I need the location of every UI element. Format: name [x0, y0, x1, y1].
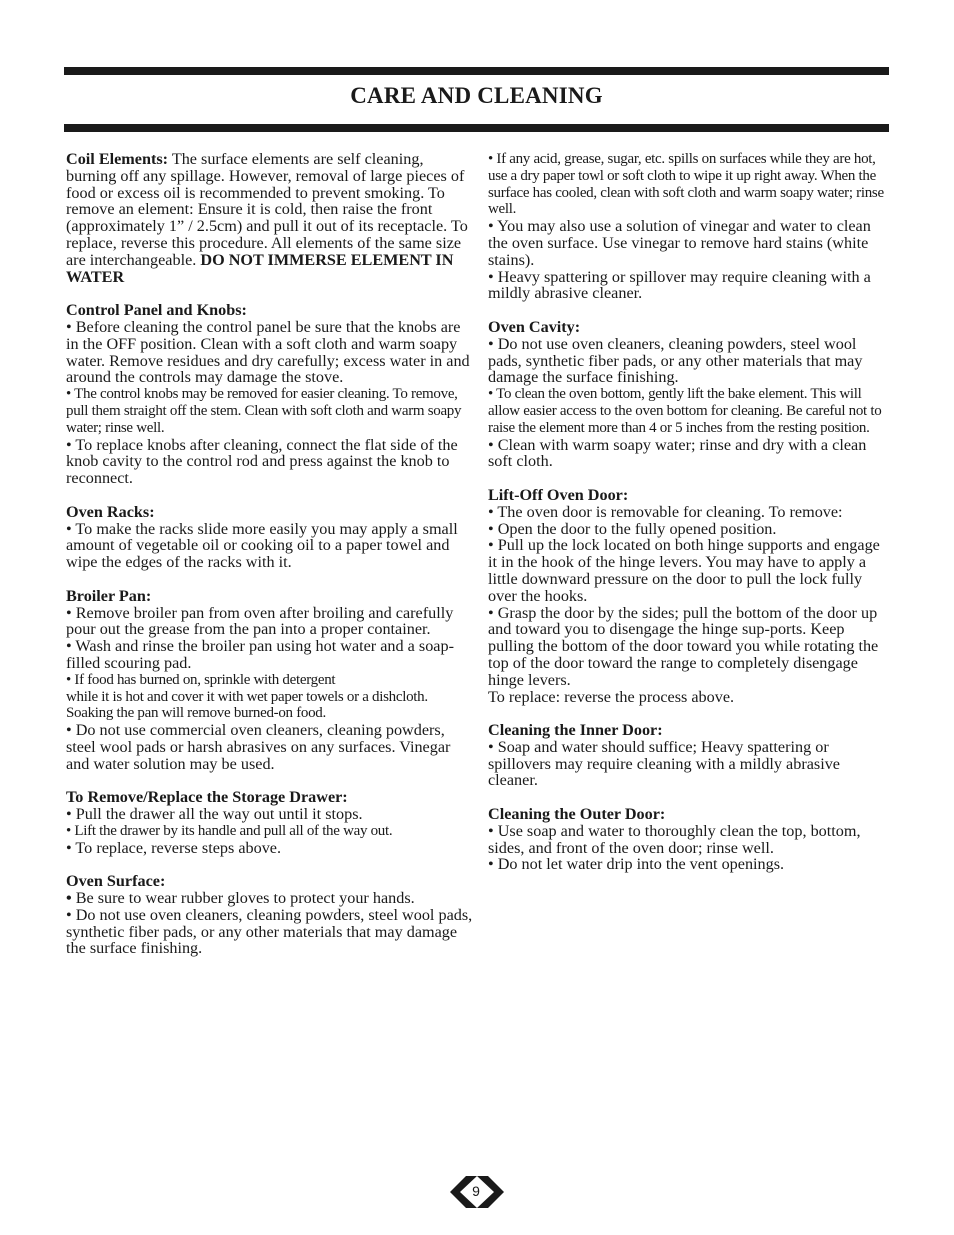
- coil-elements-heading: Coil Elements:: [66, 150, 169, 168]
- oven-surface-heading: Oven Surface:: [66, 872, 166, 891]
- oven-cavity-item-3: • Clean with warm soapy water; rinse and dry with a clean soft cloth.: [488, 435, 867, 471]
- control-panel-item-1: • Before cleaning the control panel be sure that the knobs are in the OFF position. Clean with a soft cloth and warm soapy water. Remove residues and dry carefully; excess water in and around the controls may damage the stove.: [66, 317, 470, 387]
- coil-elements-paragraph: [66, 151, 476, 285]
- page-number: 9: [472, 1183, 480, 1199]
- inner-door-item-1: • Soap and water should suffice; Heavy spattering or spillovers may require cleaning with a mildly abrasive cleaner.: [488, 737, 840, 790]
- oven-surface-item-1-text: Be sure to wear rubber gloves to protect your hands.: [71, 889, 415, 908]
- outer-door-item-1: • Use soap and water to thoroughly clean the top, bottom, sides, and front of the oven door; rinse well.: [488, 821, 861, 857]
- outer-door-item-2: • Do not let water drip into the vent openings.: [488, 855, 785, 874]
- spill-item-1: • If any acid, grease, sugar, etc. spills on surfaces while they are hot, use a dry paper towl or soft cloth to wipe it up right away. When the surface has cooled, clean with soft cloth and warm soapy water; rinse well.: [488, 151, 884, 218]
- control-panel-heading: Control Panel and Knobs:: [66, 301, 247, 320]
- lift-off-door-item-3: • Pull up the lock located on both hinge supports and engage it in the hook of the hinge levers. You may have to apply a little downward pressure on the door to pull the lock fully over the hooks.: [488, 536, 880, 605]
- control-panel-item-2: • The control knobs may be removed for easier cleaning. To remove, pull them straight off the stem. Clean with soft cloth and warm soapy water; rinse well.: [66, 386, 462, 436]
- oven-cavity-heading: Oven Cavity:: [488, 317, 581, 336]
- oven-surface-item-2: • Do not use oven cleaners, cleaning powders, steel wool pads, synthetic fiber pads, or any other materials that may damage the surface finishing.: [66, 905, 473, 958]
- broiler-pan-item-2: • Wash and rinse the broiler pan using hot water and a soap-filled scouring pad.: [66, 637, 454, 672]
- oven-cavity-item-2: • To clean the oven bottom, gently lift the bake element. This will allow easier access to the oven bottom for cleaning. Be careful not to raise the element more than 4 or 5 inches from the resting position.: [488, 386, 882, 436]
- storage-drawer-heading: To Remove/Replace the Storage Drawer:: [66, 788, 348, 807]
- header-rule-top: [64, 67, 889, 75]
- page-title: CARE AND CLEANING: [350, 83, 603, 108]
- lift-off-door-heading: Lift-Off Oven Door:: [488, 485, 629, 504]
- storage-drawer-item-1: • Pull the drawer all the way out until it stops.: [66, 805, 363, 824]
- left-column: [66, 151, 476, 957]
- page-number-badge: [448, 1174, 506, 1210]
- lift-off-door-item-4: • Grasp the door by the sides; pull the bottom of the door up and toward you to disengage the hinge sup-ports. Keep pulling the bottom of the door toward you while rotating the top of the door toward the range to completely disengage hinge levers.: [488, 603, 879, 689]
- storage-drawer-item-2: • Lift the drawer by its handle and pull all of the way out.: [66, 822, 393, 839]
- spill-item-3: • Heavy spattering or spillover may require cleaning with a mildly abrasive cleaner.: [488, 267, 871, 303]
- broiler-pan-item-3a: • If food has burned on, sprinkle with detergent: [66, 671, 336, 688]
- broiler-pan-item-1: • Remove broiler pan from oven after broiling and carefully pour out the grease from the pan into a proper container.: [66, 603, 454, 639]
- coil-elements-warning: DO NOT IMMERSE ELEMENT IN WATER: [66, 250, 454, 286]
- lift-off-door-item-2: • Open the door to the fully opened position.: [488, 519, 777, 538]
- broiler-pan-heading: Broiler Pan:: [66, 586, 152, 605]
- outer-door-heading: Cleaning the Outer Door:: [488, 805, 666, 824]
- control-panel-item-3: • To replace knobs after cleaning, connect the flat side of the knob cavity to the control rod and press against the knob to reconnect.: [66, 435, 458, 488]
- spill-item-2: • You may also use a solution of vinegar and water to clean the oven surface. Use vinegar to remove hard stains (white stains).: [488, 217, 871, 269]
- broiler-pan-item-4: • Do not use commercial oven cleaners, cleaning powders, steel wool pads or harsh abrasives on any surfaces. Vinegar and water solution may be used.: [66, 721, 451, 773]
- right-column: [488, 151, 888, 873]
- header-rule-bottom: [64, 124, 889, 132]
- lift-off-door-item-1: • The oven door is removable for cleaning. To remove:: [488, 502, 843, 521]
- coil-elements-text: The surface elements are self cleaning, burning off any spillage. However, removal of large pieces of food or excess oil is recommended to prevent smoking. To remove an element: Ensure it is cold, then raise the front (approximately 1” / 2.5cm) and pull it out of its receptacle. To replace, reverse this procedure. All elements of the same size are interchangeable.: [66, 150, 468, 269]
- broiler-pan-item-3b: while it is hot and cover it with wet paper towels or a dishcloth. Soaking the pan will remove burned-on food.: [66, 688, 428, 722]
- oven-cavity-item-1: • Do not use oven cleaners, cleaning powders, steel wool pads, synthetic fiber pads, or any other materials that may damage the surface finishing.: [488, 334, 863, 387]
- inner-door-heading: Cleaning the Inner Door:: [488, 721, 663, 740]
- storage-drawer-item-3: • To replace, reverse steps above.: [66, 838, 282, 857]
- oven-surface-bullet: •: [66, 889, 72, 908]
- oven-surface-item-1: [66, 890, 476, 907]
- lift-off-door-item-5: To replace: reverse the process above.: [488, 687, 735, 706]
- oven-racks-item-1: • To make the racks slide more easily you may apply a small amount of vegetable oil or cooking oil to a paper towel and wipe the edges of the racks with it.: [66, 519, 458, 572]
- oven-racks-heading: Oven Racks:: [66, 502, 155, 521]
